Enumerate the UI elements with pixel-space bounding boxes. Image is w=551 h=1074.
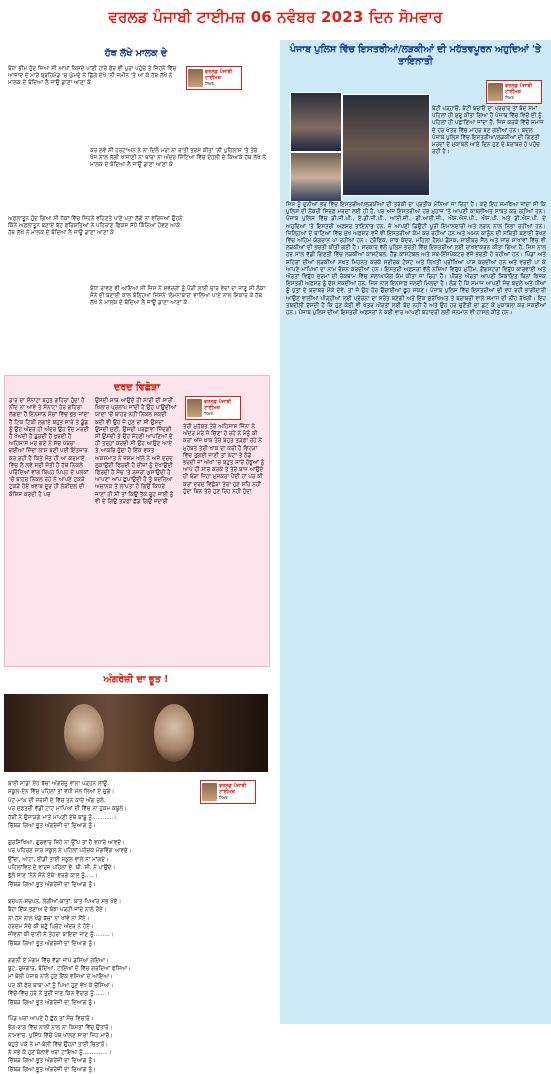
- poem-line: ਹੱਥੀਂ ਨੇ ਉਜਾੜਗੇ ਮਾਤੇ ਮਾਪਣੀ ਏਥੇ ਬਾਬੂ ਨੂੰ............।: [8, 814, 118, 821]
- article-title: ਅੰਗਰੇਜ਼ੀ ਦਾ ਭੂਤ !: [103, 674, 169, 685]
- poem-line: ਸਕੂਲ-ਏਨ ਵਿੱਚ ਪਹਿਲਾਂ ਤਾਂ ਵਧੀ ਮੱਲ ਲਿਆਂ ਏ ਚੁਗੇ।: [8, 789, 115, 796]
- poem-line: ਬਾਈ ਸਾਡਾ ਏਹ ਬੱਚਾ ਅੰਗਰੇਜ਼ੂ ਵਾਲਾ ਪੜ੍ਹਨ ਲਾਊਂ,: [8, 781, 110, 787]
- poem-line: [8, 830, 198, 838]
- stanza-3: ਅਫ਼ਲਾਤੂਨ ਹੁੰਦ ਗਿਆ ਸੀ ਧੱਕਾਂ ਵਿੱਚ ਜਿਹਨੇ ਵਹਿਣਤੇ ਪਾਣੇ ਪਤਾ ਲੱਗੇ ਨਾ ਵਰਿਜਆਂ ਉਹਨੇ ਕਿੰਨੇ ਅਫ਼ਲਾਤੂਨ ਬਣਾਏ ਬੱਟ ਫਰਿਸ਼ਤਿਆਂ ਨੇ ਪਹਿਰਾਣ ਫਿਕਸ ਸੱਧੇ ਕਿੰਨਿਆ ਹੋਵਣ ਆਕੇ ਹੱਥ ਲੱਖੇ ਨੇ ਮਾਲਕ ਦੇ ਬੰਦਿਆ ਲੈ ਜਾਊ ਡਾਣਾ ਆਣਾ ਕੇ: [8, 216, 183, 237]
- poem-line: ਨਾ ਹੱਸ ਨਾਲ ਖੇਡੇ ਬੱਚਾ ਨਾ ਖਾਵੇ ਨਾ ਸੌਂਏ।: [8, 915, 90, 922]
- poem-line: ਪਰ ਪਹਿਰਣ ਸਾਰ ਸਕੂਲ ਨੇ ਪਹਿਲਾਂ ਪਹੰਚਕ ਮੰਗਵਿੰਗ ਆਵਦੇ।: [8, 848, 132, 855]
- poem-line: ਮਾਂ ਬੋਲੀ ਪੰਜਾਬ ਨਾਲੋਂ ਹੁਣ ਇੱਕ ਵਸਿਆ ਦੇ ਆਇਆ।: [8, 974, 114, 981]
- masthead-title: ਵਰਲਡ ਪੰਜਾਬੀ ਟਾਈਮਜ਼ 06 ਨਵੰਬਰ 2023 ਦਿਨ ਸੋਮਵਾਰ: [108, 8, 443, 26]
- poem-column-2: ਉਸਦੀ ਸਾਥ ਆਉਂਦੇ ਹੀ ਸਾਰੀ ਦੀ ਸਾਰੀ ਖਿਲਾਰ ਪ੍ਰਲਾਪ ਜਾਂਦੀ ਹੈ ਉਹ ਪਾਉਂਦੀਆਂ ਯਾਦਾਂ 'ਚੋਂ ਬਾਹਰ ਨਹੀਂ ਨਿਕਲ ਸਕਦੀ ਕਦੀ ਵੀ ਉਹ ਜੋ ਹੁਣ ਰਾਂ ਸੀ ਉਸਦਾ ਉਸਦੀ ਸੁਣੀ, ਉਸਦੀ ਪਰਛਾਵਾਂ ਜ਼ਿੰਦਗੀ ਸੀ ਉਸਦੀ ਤੇ ਉਹ ਸੋਹਣੀ ਆਪਣਿਆਂ ਦੇ ਹੀ ਤਰ੍ਹਾਂ ਕਰਦੀ ਸੀ ਉਹ ਆਉਣ ਆਏ ਤੇ ਆਕਰਿ ਹੁੰਦਾ ਹੈ ਇੱਕ ਵਕਤ ਅਕਸਮਾਤ ਨੇ ਜ਼ਸ਼ਮ ਅੱਲੇ ਨੇ ਅਜੇ ਦਰਦ ਲੁਕਾਉਂਦੀ ਫਿਰਦੀ ਹੈ ਚੀਜ਼ਾਂ ਨੂੰ ਦੇਖਾਉਂਦੀ ਫਿਰਦੀ ਹੈ ਸੋਚ 'ਤੇ ਨਜ਼ਰਾਂ ਘੁਸਾਉਂਦੀ ਹੈ ਆਪਣਾ ਆਪ ਛੁਪਾਉਂਦੀ ਹੈ ਤੂੰ ਬਦਲਿਆ ਅਚਾਨਕ ਤੇ ਲਾਪਤਾ ਹੋ ਗਿਉਂ ਕਿਧਰੇ ਜਾਣਾ ਹੀ ਸੀ ਤਾਂ ਕਿਉਂ ਤੱਕ ਰੂਹ ਜਾਈ ਨੂੰ ਵੀ ਦੇ ਗਿਉਂ ਤੜਫ਼ਾ ਛੱਡ ਗਿਉਂ ਜਦਾਈ: [95, 398, 177, 505]
- officer-photo-main: [342, 94, 430, 196]
- officer-photo: [290, 92, 342, 152]
- stanza-2: ਕਰ ਲਵੇ ਸੀ ਹਰਟਾਅਨ ਨੇ ਨਾ ਦਿਲੋ ਮਰਾ ਨਾ ਰਾਤੀ ਤਰਸ ਕੀਤਾ 'ਨੀ ਪੁਹਿਲਾਸ 'ਤੇ ਤੇਰੇ ਖੋਜ ਨਾਲ ਲੱਗੀ ਖਾਜਾਣੀ ਨਾ ਥਾਰਾ ਨਾ ਅੰਦਰ ਸਿੰਟਿਆ ਵਿੱਚ ਦੇਹਲੀ ਦੇ ਕਿਆਕੇ ਹੱਥ ਲੱਖੇ ਨੇ ਮਾਲਕ ਦੇ ਬੰਦਿਆ ਲੈ ਜਾਊ ਡਾਣਾ ਆਣਾ ਕੇ: [90, 148, 266, 169]
- poem-column-1: ਡਾਰ ਦਾ ਸੰਨਾਟਾ ਬਹੁਤ ਗਹਿਰਾ ਹੁੰਦਾ ਹੈ ਨੀਂਦ ਨਾ ਆਵੇ ਤੇ ਸੰਨਾਟਾ ਹੋਰ ਗਹਿਰਾ ਲੱਗਦਾ ਹੈ ਇਨਸਾਨ ਸੋਚਾਂ ਵਿੱਚ ਖੁੱਭ ਜਾਂਦਾ ਹੈ ਟਿਕ ਟਿਕੀ ਲਗਾਏ ਬਹੁਤ ਸਾਰੇ ਤੇ ਡੂੰਡ ਨੂੰ ਉਹ ਅੰਦਰ ਹੀ ਅੰਦਰ ਉਹ ਰੋਂਦ ਮਰਦੀ ਹੈ ਖੰਘਦੀ ਹੈ ਡੁਰਦੀ ਹੈ ਖੁਰਦੀ ਹੈ ਅਹਿਸਾਸ ਮਰ ਗਏ ਨੇ ਸੱਚ ਪੱਥਰਾ ਗਈਆਂ ਜ਼ਿੰਦਾ ਲਾਸ਼ ਬਣੀ ਪਈ ਇੰਤਜ਼ਾਰ ਕਰ ਰਹੀ ਹੈ ਕਿਤੇ ਮੌਤ ਹੀ ਆ ਕਰਮਾਏ ਵਿੱਚ ਲੈ ਲਵੇ ਸਦੀ ਜੋਤੀ ਹੈ ਹੱਥ ਨਿਕਲੇ ਪਰਿੰਦਿਆਂ ਵਾਂਗ ਬਿਪ੍ਹ ਪਿਪ੍ਹ ਦੇ ਪਲਕਾਂ 'ਚੋਂ ਬਾਹਰ ਨਿਕਲ ਰਹੇ ਨੇ ਆਪਣੇ ਟੁਕੜੇ ਟੁਕੜੇ ਹੋਏ ਖਵਾਬ ਦੂਰ ਹੀ ਲੋੜੀਦਲ ਦੀ ਕੋਸ਼ਿਸ਼ ਕਰਦੀ ਹੈ ਪਰ: [9, 398, 89, 498]
- poem-line: [8, 1007, 198, 1015]
- poem-line: ਪਹਿਲਾਂਵਿਤ ਦੇ ਵਾਰਜ ਪਹਿਲਾਂ ਏ. ਬੀ. ਸੀ. ਨੇ ਪਾਉਂਦੇ।: [8, 865, 116, 872]
- poem-line: [8, 889, 198, 897]
- poem-line: ਨੇ ਸਭੇ ਕੋ ਹੁਣ ਬੋਲਾਵੇ ਖਰਾ ਟਾਇਆ ਨੂੰ..............।: [8, 1050, 112, 1056]
- article-haath-lakhe: [0, 40, 272, 370]
- poem-line: ਜੀਵਨਾਂ ਕੀ ਦਾਈ ਨੇ ਤੇਹਰਾ ਬਾਇਦਾ ਜਾਣ ਨੂੰ.........।: [8, 932, 114, 939]
- poem-line: ਗੁਰਸਿਖਿਆ, ਗੁਰਵਾਰ ਜਿਹੇ ਨਾ ਉੱਪ ਤਾਂ ਹੈ ਵਧਾਰੇ ਆਵਦੇ।: [8, 839, 125, 846]
- badge-sub: ਲਿਖਤ: [204, 411, 213, 416]
- article-body: ਜਿਸ ਨੂੰ ਦੁਨੀਆਂ ਭਰ ਵਿੱਚ ਇਸਤਰੀਆਂ/ਲੜਕੀਆਂ ਦੀ ਤਰੱਕੀ ਦਾ ਪ੍ਰਤੀਕ ਮੰਨਿਆ ਜਾ ਰਿਹਾ ਹੈ। ਕਦੇ ਇਹ ਸਮਝਿਆ ਜਾਂਦਾ ਸੀ ਕਿ ਪੁਲਿਸ ਦੀ ਨੌਕਰੀ ਸਿਰਫ਼ ਮਰਦਾਂ ਲਈ ਹੀ ਹੈ, ਪਰ ਅੱਜ ਇਸਤਰੀਆਂ ਹਰ ਮੁਹਾਜ਼ 'ਤੇ ਆਪਣੀ ਕਾਬਲੀਅਤ ਸਾਬਤ ਕਰ ਰਹੀਆਂ ਹਨ। ਪੰਜਾਬ ਪੁਲਿਸ ਵਿੱਚ ਡੀ.ਜੀ.ਪੀ., ਏ.ਡੀ.ਜੀ.ਪੀ., ਆਈ.ਜੀ., ਡੀ.ਆਈ.ਜੀ., ਐਸ.ਐਸ.ਪੀ., ਐਸ.ਪੀ. ਅਤੇ ਡੀ.ਐਸ.ਪੀ. ਦੇ ਅਹੁਦਿਆਂ 'ਤੇ ਇਸਤਰੀ ਅਫ਼ਸਰ ਤਾਇਨਾਤ ਹਨ, ਜੋ ਆਪਣੀ ਡਿਊਟੀ ਪੂਰੀ ਇਮਾਨਦਾਰੀ ਅਤੇ ਲਗਨ ਨਾਲ ਨਿਭਾ ਰਹੀਆਂ ਹਨ। ਜ਼ਿਲ੍ਹਿਆਂ ਦੇ ਥਾਣਿਆਂ ਵਿੱਚ ਮੁੱਖ ਅਫ਼ਸਰ ਵਜੋਂ ਵੀ ਇਸਤਰੀਆਂ ਕੰਮ ਕਰ ਰਹੀਆਂ ਹਨ ਅਤੇ ਅਮਨ ਕਾਨੂੰਨ ਦੀ ਸਥਿਤੀ ਬਣਾਈ ਰੱਖਣ ਵਿੱਚ ਅਹਿਮ ਯੋਗਦਾਨ ਪਾ ਰਹੀਆਂ ਹਨ। ਟ੍ਰੈਫਿਕ, ਸਾਂਝ ਕੇਂਦਰ, ਮਹਿਲਾ ਹੈਲਪ ਡੈਸਕ, ਸਾਈਬਰ ਸੈੱਲ ਅਤੇ ਜਾਂਚ ਸ਼ਾਖਾਵਾਂ ਵਿੱਚ ਵੀ ਲੜਕੀਆਂ ਦੀ ਭਰਤੀ ਕੀਤੀ ਗਈ ਹੈ। ਸਰਕਾਰ ਵੱਲੋਂ ਪੁਲਿਸ ਭਰਤੀ ਵਿੱਚ ਇਸਤਰੀਆਂ ਲਈ ਰਾਖਵਾਂਕਰਨ ਕੀਤਾ ਗਿਆ ਹੈ, ਜਿਸ ਨਾਲ ਹਰ ਸਾਲ ਵੱਡੀ ਗਿਣਤੀ ਵਿੱਚ ਲੜਕੀਆਂ ਕਾਂਸਟੇਬਲ, ਹੈੱਡ ਕਾਂਸਟੇਬਲ ਅਤੇ ਸਬ-ਇੰਸਪੈਕਟਰ ਵਜੋਂ ਭਰਤੀ ਹੋ ਰਹੀਆਂ ਹਨ। ਪਿੰਡਾਂ ਅਤੇ ਸ਼ਹਿਰਾਂ ਦੀਆਂ ਲੜਕੀਆਂ ਸਖ਼ਤ ਮਿਹਨਤ ਕਰਕੇ ਸਰੀਰਕ ਟੈਸਟ ਅਤੇ ਲਿਖਤੀ ਪ੍ਰੀਖਿਆ ਪਾਸ ਕਰਦੀਆਂ ਹਨ ਅਤੇ ਵਰਦੀ ਪਾ ਕੇ ਆਪਣੇ ਮਾਪਿਆਂ ਦਾ ਨਾਮ ਰੌਸ਼ਨ ਕਰਦੀਆਂ ਹਨ। ਇਸਤਰੀ ਅਫ਼ਸਰਾਂ ਵੱਲੋਂ ਨਸ਼ਿਆਂ ਵਿਰੁੱਧ ਮੁਹਿੰਮ, ਗੈਂਗਸਟਰਾਂ ਵਿਰੁੱਧ ਕਾਰਵਾਈ ਅਤੇ ਔਰਤਾਂ ਵਿਰੁੱਧ ਜੁਰਮਾਂ ਦੀ ਰੋਕਥਾਮ ਵਿੱਚ ਸ਼ਲਾਘਾਯੋਗ ਕੰਮ ਕੀਤਾ ਜਾ ਰਿਹਾ ਹੈ। ਪੀੜਤ ਔਰਤਾਂ ਆਪਣੀ ਸ਼ਿਕਾਇਤ ਬਿਨਾਂ ਝਿਜਕ ਇਸਤਰੀ ਅਫ਼ਸਰ ਨੂੰ ਦੱਸ ਸਕਦੀਆਂ ਹਨ, ਜਿਸ ਨਾਲ ਇਨਸਾਫ਼ ਜਲਦੀ ਮਿਲਦਾ ਹੈ। ਲੋੜ ਹੈ ਕਿ ਸਮਾਜ ਆਪਣੀ ਸੋਚ ਬਦਲੇ ਅਤੇ ਧੀਆਂ ਨੂੰ ਪੁੱਤਾਂ ਦੇ ਬਰਾਬਰ ਮੌਕੇ ਦੇਵੇ, ਤਾਂ ਜੋ ਉਹ ਹੋਰ ਉਚਾਈਆਂ ਛੂਹ ਸਕਣ। ਪੰਜਾਬ ਪੁਲਿਸ ਵਿੱਚ ਇਸਤਰੀਆਂ ਦੀ ਵਧ ਰਹੀ ਭਾਗੀਦਾਰੀ ਆਉਣ ਵਾਲੀਆਂ ਪੀੜ੍ਹੀਆਂ ਲਈ ਪ੍ਰੇਰਨਾ ਦਾ ਸਰੋਤ ਬਣੇਗੀ ਅਤੇ ਇੱਕ ਸੁਰੱਖਿਅਤ ਤੇ ਬਰਾਬਰੀ ਵਾਲੇ ਸਮਾਜ ਦੀ ਨੀਂਹ ਰੱਖੇਗੀ। ਇਹ ਤਬਦੀਲੀ ਦੱਸਦੀ ਹੈ ਕਿ ਹੁਣ ਕੋਈ ਵੀ ਖੇਤਰ ਔਰਤਾਂ ਲਈ ਬੰਦ ਨਹੀਂ ਹੈ ਅਤੇ ਉਹ ਹਰ ਚੁਣੌਤੀ ਦਾ ਡਟ ਕੇ ਮੁਕਾਬਲਾ ਕਰ ਸਕਦੀਆਂ ਹਨ। ਪੰਜਾਬ ਪੁਲਿਸ ਦੀਆਂ ਇਸਤਰੀ ਅਫ਼ਸਰਾਂ ਨੇ ਕਈ ਵਾਰ ਆਪਣੀ ਬਹਾਦਰੀ ਲਈ ਸਨਮਾਨ ਵੀ ਹਾਸਲ ਕੀਤੇ ਹਨ।: [286, 202, 546, 317]
- badge-sub: ਲਿਖਤ: [505, 95, 514, 100]
- author-photo: [202, 783, 217, 801]
- author-photo: [488, 83, 503, 101]
- poem-line: ਚਿੱਬੜ ਗਿਆ ਭੂਤ ਅੰਗਰੇਜ਼ੀ ਦਾ ਦਿਆਗ ਨੂੰ।: [8, 1058, 96, 1065]
- author-photo: [188, 69, 203, 87]
- article-dard-vichhora: [4, 375, 270, 667]
- article-angrezi-bhoot: [0, 672, 272, 1073]
- poem-line: ਪੇਟ-ਮਾਘ ਦੀ ਜਰਸੀ ਦੇ ਵਿੱਚ ਤਨ ਕਾਦੇ ਅੰਗ ਜੁਲੇ,: [8, 797, 106, 804]
- poem-line: [8, 948, 198, 956]
- stanza-4: ਬੋਧਾ ਰਾਵਣ ਵੀ ਆਇਆ ਸੀ ਜਿਸ ਨੇ ਸਵਰਗਾਂ ਨੂੰ ਪੌੜੀ ਲਾਈ ਚਾਰ ਵੇਦਾਂ ਦਾ ਜਾਣੂ ਸੀ ਲੰਕਾ ਸੋਨੇ ਦੀ ਬਣਾਈ ਕਾਲ ਬੰਨ੍ਹਿਆ ਜਿਸਨੇ 'ਲੋਮਨਾਬਾਰ' ਵਾਲਿਆ ਪਾਏ ਨਾਲ ਸ਼ਿਕਾਰ ਕੇ ਹੱਥ ਲੱਖੇ ਨੇ ਮਾਲਕ ਦੇ ਬੰਦਿਆ ਲੈ ਜਾਊ ਡਾਣਾ ਆਣਾ ਕੇ: [90, 286, 266, 307]
- article-title: ਹੱਥ ਲੱਖੇ ਮਾਲਕ ਦੇ: [104, 48, 168, 59]
- badge-title: ਵਰਲਡ ਪੰਜਾਬੀ ਟਾਈਮਜ਼: [204, 399, 232, 411]
- poem-line: ਵਿੱਚੋਂ-ਵਿੱਚ ਹਰੇ ਨੇ ਤੁਰੀਂ ਜਾਣ ਕਿਨ ਵੈਰਾਗ ਨੂੰ.......।: [8, 991, 111, 998]
- poem-line: ਬਹੁਤੇ ਪਕੇ ਨੇ ਮਾਂ-ਬੋਲੀ ਵਿੱਚ ਉਹਨਾਂ ਤਾਈਂ ਚਿਤਾਰੋ।: [8, 1041, 109, 1048]
- author-badge: [185, 396, 241, 420]
- article-intro: ਬੇਟੀ ਪੜ੍ਹਾਓ, ਬੇਟੀ ਬਚਾਓ ਦਾ ਪ੍ਰਚਾਰ ਤਾਂ ਬੰਦ ਸਮਾਂ ਪਹਿਲਾਂ ਹੀ ਸ਼ੁਰੂ ਕੀਤਾ ਗਿਆ ਹੈ ਪੰਜਾਬ ਵਿੱਚ ਵਿਚੋਂ ਦੀ ਨੂੰ ਪਹਿਲਾਂ ਹੀ ਪਛਾਣਿਆ ਜਾਂਦਾ ਹੈ, ਜਿਸ ਕਰਕੇ ਵਿੱਚੋਂ ਸਮਾਜ ਦੇ ਹਰ ਖੇਤਰ ਵਿੱਚ ਮਾਹਰ ਬਣ ਗਈਆਂ ਹਨ। ਬਦਲ ਪੰਜਾਬ ਪੁਲਿਸ ਵਿੱਚ ਇਸਤਰੀਆਂ/ਲੜਕੀਆਂ ਦੀ ਗਿਣਤੀ ਮਰਦਾਂ ਦੇ ਮੁਕਾਬਲੇ ਆਏ ਦਿਨ ਹੁਣ ਦੇ ਬਰਾਬਰ ਹੋ ਪਹੁੰਚ ਰਹੀ ਹੈ।: [432, 106, 544, 156]
- poem-line: ਚਿੱਬੜ ਗਿਆ ਭੂਤ ਅੰਗਰੇਜ਼ੀ ਦਾ ਦਿਆਗ ਨੂੰ।: [8, 940, 96, 947]
- badge-sub: ਲਿਖਤ: [205, 81, 214, 86]
- officer-photo: [290, 152, 342, 202]
- poem-line: ਚਿੱਬੜ ਗਿਆ ਭੂਤ ਅੰਗਰੇਜ਼ੀ ਦਾ ਦਿਆਗ ਨੂੰ।: [8, 999, 96, 1006]
- badge-title: ਵਰਲਡ ਪੰਜਾਬੀ ਟਾਈਮਜ਼: [505, 83, 533, 95]
- poem-line: ਚਿੱਬੜ ਗਿਆ ਭੂਤ ਅੰਗਰੇਜ਼ੀ ਦਾ ਦਿਆਗ ਨੂੰ।: [8, 823, 96, 830]
- poem-body: [8, 780, 198, 1073]
- poem-line: ਬੂਟ, ਰੁਜ਼ਗਾਰ, ਬੰਦਿਆਂ, ਟਾਇਆਂ ਦੇ ਵਿੱਚ ਗਰਦਿਆਂ ਫਸਿਆ।: [8, 965, 131, 972]
- badge-title: ਵਰਲਡ ਪੰਜਾਬੀ ਟਾਈਮਜ਼: [205, 69, 233, 81]
- poem-line: ਪਰ ਦਫ਼ਤਰੀ ਵੱਡੀ ਟਾਟ ਮਾਪਿਆਂ ਦੀ ਵਿੱਚ ਨਾ ਹੁਕਮ ਕਬੂਲੇ।: [8, 806, 127, 813]
- poem-line: ਪਰ ਕੀ ਫੇਰ ਬਾਬਾ-ਮਾਂ ਨੂੰ ਪਿਆ ਹੁਣ ਵੇਖ ਕੇ ਚੌਸਿਆ।: [8, 982, 114, 989]
- stanza-1: ਬੋਧਾ ਭੀਮ ਹੁੰਦ ਜ਼ਿਆ ਸੀ ਆਪਾਂ ਕਿਸਦੇ ਪਾਣੀ ਹਾਰੇ ਫੇਰ ਵੀ ਪੁਰਾ ਪਹੁੰਚੇ ਤੇ ਜਿਹਨੇ ਵਿੱਚ ਆਜ਼ਾਦ ਦੇ ਮਾਰੇ ਬ੍ਰਹਿਮੰਡ 'ਚ ਘੁੰਮਦੇ ਨੇ ਡਿੱਗੇ ਦੇਖੇ 'ਨੀ ਜ਼ਮੀਨ 'ਤੇ ਆ ਕੇ ਹੱਥ ਲੱਖੇ ਨੇ ਮਾਲਕ ਦੇ ਬੰਦਿਆ ਲੈ ਜਾਊ ਡਾਣਾ ਆਣਾ ਕੇ: [8, 66, 177, 87]
- article-title: ਦਰਦ ਵਿਛੋੜਾ: [114, 382, 160, 393]
- masthead: [0, 0, 551, 34]
- author-photo: [187, 399, 202, 417]
- badge-sub: ਲਿਖਤ: [219, 795, 228, 800]
- poem-line: ਨਾਮਵਾਰ, ਪੁਸ਼ਿੰਧ ਵਿੱਚੋਂ ਪੰਥ ਪਾਲਣ ਸਾਰਾ ਜਿਹ ਮਾਰੋ।: [8, 1033, 113, 1040]
- poem-line: ਗਗਨੀ ਏ ਮੰਗਮ ਵਿੱਚ ਵੱਡਾ ਜਾਪੇ ਡਸਿਆ ਗਇਆ।: [8, 957, 109, 964]
- author-badge: [186, 66, 242, 90]
- poem-line: ਉੱਚਾ, ਆਟਾ, ਈਡੀ ਤਾਈ ਸਕੂਲ ਵਾਲੇ ਨਾ ਮਾਂਗਦੇ।: [8, 856, 109, 863]
- left-column: [0, 40, 272, 1073]
- right-column: [280, 40, 551, 1024]
- ghost-image: [4, 694, 268, 772]
- article-title: ਪੰਜਾਬ ਪੁਲਿਸ ਵਿੱਚ ਇਸਤਰੀਆਂ/ਲੜਕੀਆਂ ਦੀ ਮਹੱਤਵਪੂਰਨ ਅਹੁਦਿਆਂ 'ਤੇ ਤਾਇਨਾਤੀ: [290, 44, 541, 67]
- poem-line: ਬਚਪਨ-ਸਚਪਨ, ਲੇਗੀਆਂ-ਬਾਤਾਂ, ਬਾਤ-ਪਿਆਰ ਸਭ ਖੋਏ।: [8, 898, 122, 905]
- poem-column-3: ਤੇਰੀ ਮੁਹੱਬਤ ਤੇਰੇ ਅਹਿਸਾਸ ਜਿੰਨਾ ਨੇ ਅੰਦਰ ਮੇਰੇ ਜੋ ਚਿੱਣਾ ਹੋ ਰਹੇ ਨੇ ਮੈਨੂੰ ਕੀ ਕਰਾਂ ਅੱਜ ਖ਼ਾਬ ਤੇਰੇ ਬਹੁਤ ਤੜਫ਼ਾ ਰਹੇ ਨੇ ਮੁਹੱਬਤ ਤੇਰੀ ਖਾਕ ਦਾ ਕਰੀ ਹੈ ਵਿਹੜਾ ਵਿੱਚ ਤੁਗਈ ਜਾਣੀ ਤਾਂ ਘੱਟਾ ਤੇ ਠੰਡੇ ਭਰਦੀ ਜਾਂ ਅੱਖਾਂ 'ਚ ਬਹੁਤ ਸਾਰੇ ਹੰਝੂਆਂ ਨੂੰ ਆਪੇ ਹੀ ਸਾਰ ਕਰਕੇ ਤੇ ਤੇਰੇ ਬਾਜ ਆਉਂਦੇ ਹੀ ਥੋੜਾ ਜਿਹਾ ਮੁਸਕਰਾ ਪੈਂਦੀ ਹਾਂ ਪਰ ਕੀ ਕਰਾਂ ਦਰਦ ਵਿਛੋੜਾ ਤੇਰਾ ਹੁਣ ਸਹਿ ਨਹੀਂ ਹੁੰਦਾ ਬਿਨ ਤੇਰੇ ਹੁਣ ਰਿਹ ਨਹੀਂ ਹੁੰਦਾ: [183, 424, 265, 495]
- poem-line: ਭੋਗ-ਰਾਗ ਵਿੱਚ ਨਾਲੀਂ ਨਾਲ ਨਾ ਕਿਸਤਾਂ ਵਿੱਚ ਉਤਾਰੋ।: [8, 1024, 113, 1031]
- author-badge: [486, 80, 542, 104]
- poem-line: ਬੈਹਾ ਇੱਕ ਤਣਾਅ ਦੇ ਬੋਝਾ ਪੜ੍ਹੀ ਜਾਂਦੇ ਨਾਲੇ ਰੋਏ।: [8, 907, 107, 914]
- poem-line: ਹਰਦਮ ਸੋਚੇ ਕੀ ਬਣੂੰ ਪ੍ਰਿੰਟ ਅੰਦਰ ਨੇ ਹੋਏ।: [8, 923, 94, 930]
- poem-line: ਚਿੱਬੜ ਗਿਆ ਭੂਤ ਅੰਗਰੇਜ਼ੀ ਦਾ ਦਿਆਗ ਨੂੰ।: [8, 881, 96, 888]
- poem-line: ਪਿੰਡ ਘਰਾਂ ਆਪਣੇ ਹੈ ਛੁੱਠ ਤਾਂ ਸੋਚ ਵਿਚਾਰੋ।: [8, 1016, 94, 1023]
- badge-title: ਵਰਲਡ ਪੰਜਾਬੀ ਟਾਈਮਜ਼: [219, 783, 247, 795]
- poem-line: ਭੁੱਲੇ ਸਾਣ 'ਨੇਨੇ ਸੋਨੇ ਏਥੇ' ਵਰਗੇ ਕਾਲ ਨੂੰ.....।: [8, 873, 98, 880]
- author-badge: [200, 780, 256, 804]
- poem-line: ਚਿੱਬੜ ਗਿਆ ਭੂਤ ਅੰਗਰੇਜ਼ੀ ਦਾ ਦਿਆਗ ਨੂੰ।: [8, 1066, 96, 1073]
